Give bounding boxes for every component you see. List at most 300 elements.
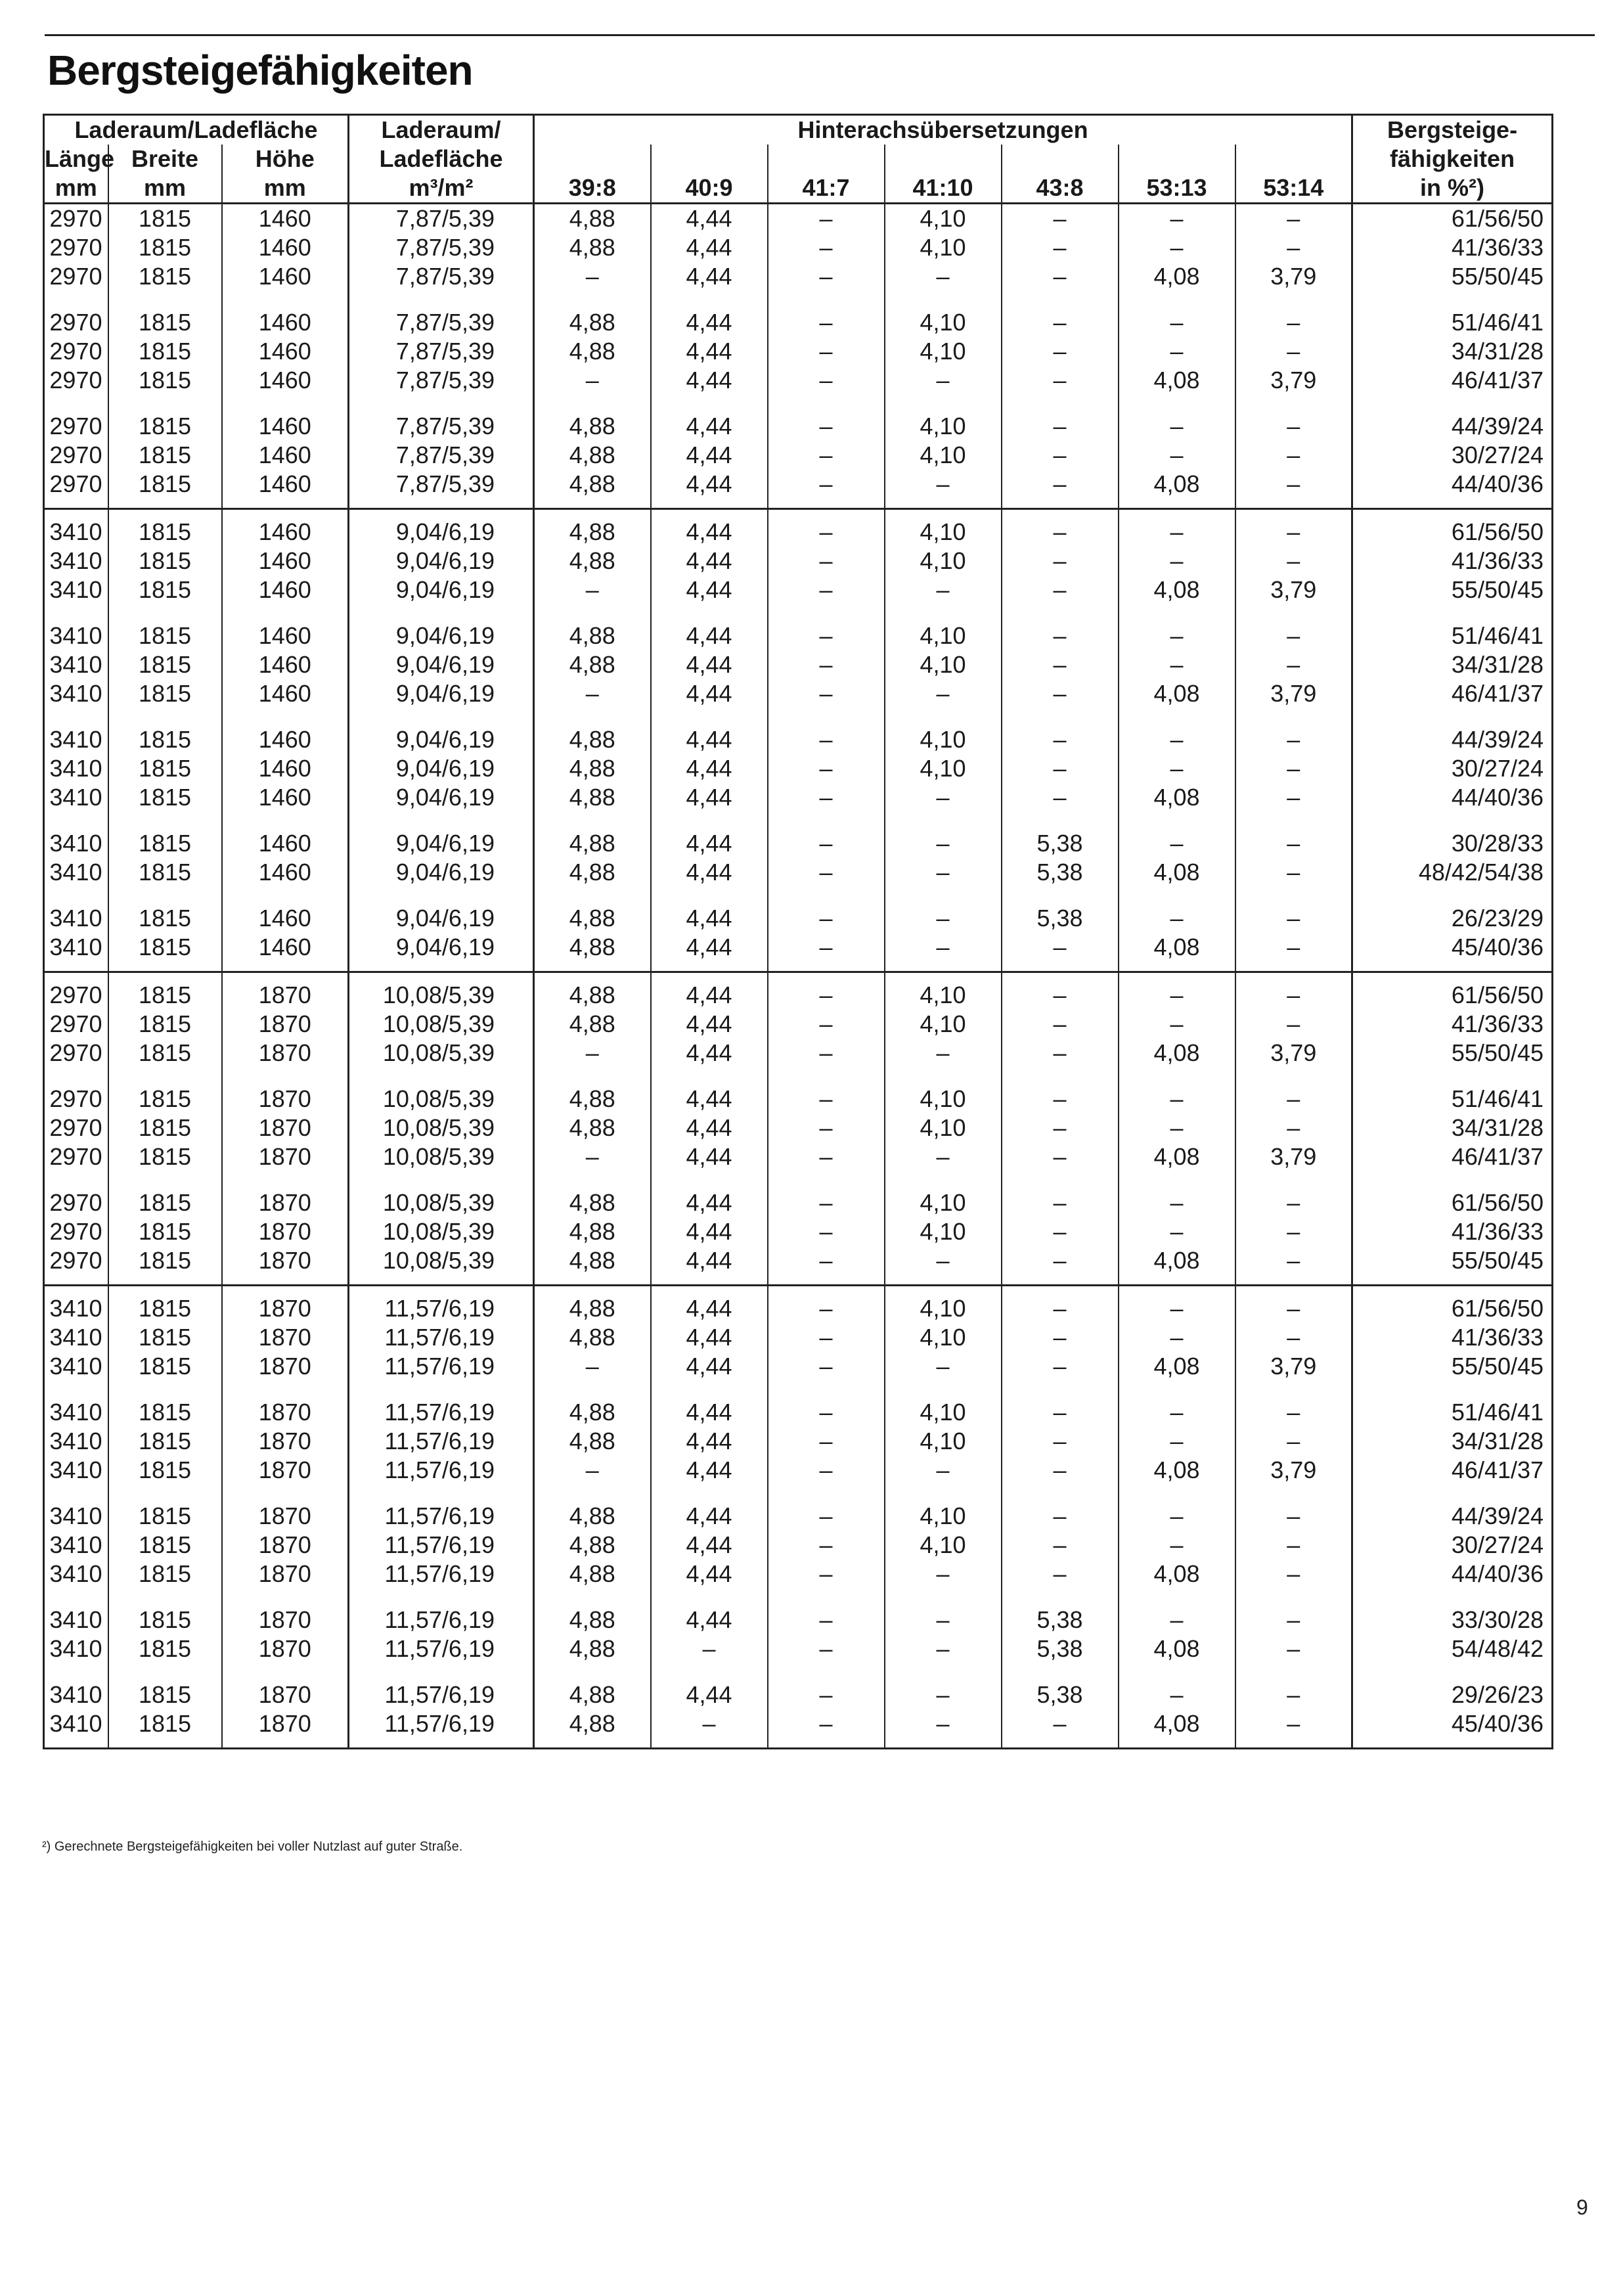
cell-ratio-53-13: – bbox=[1119, 1381, 1235, 1427]
cell-ratio-41-10: 4,10 bbox=[885, 233, 1002, 262]
cell-length: 3410 bbox=[49, 651, 102, 678]
cell-grade: 61/56/50 bbox=[1352, 204, 1553, 234]
cell-ratio-39-8: 4,88 bbox=[534, 650, 651, 679]
cell-grade: 30/28/33 bbox=[1352, 812, 1553, 858]
cell-ratio-40-9: 4,44 bbox=[651, 708, 768, 754]
cell-ratio-39-8: 4,88 bbox=[534, 1588, 651, 1634]
table-row bbox=[44, 1217, 1553, 1246]
table-row bbox=[44, 1010, 1553, 1039]
page-number: 9 bbox=[1576, 2195, 1588, 2219]
cell-ratio-53-13: – bbox=[1119, 1588, 1235, 1634]
cell-ratio-53-13: – bbox=[1119, 395, 1235, 441]
cell-length: 3410 bbox=[49, 830, 102, 857]
table-row bbox=[44, 1246, 1553, 1286]
cell-ratio-53-14: – bbox=[1235, 1171, 1352, 1217]
cell-ratio-39-8: – bbox=[534, 575, 651, 604]
cell-ratio-41-7: – bbox=[768, 575, 885, 604]
cell-ratio-53-13: – bbox=[1119, 887, 1235, 933]
cell-ratio-53-13: – bbox=[1119, 650, 1235, 679]
cell-ratio-43-8: – bbox=[1002, 395, 1119, 441]
cell-volume: 7,87/5,39 bbox=[349, 291, 534, 337]
cell-ratio-53-13: – bbox=[1119, 337, 1235, 366]
cell-ratio-53-13: 4,08 bbox=[1119, 1246, 1235, 1286]
cell-ratio-41-10: 4,10 bbox=[885, 604, 1002, 650]
cell-volume: 7,87/5,39 bbox=[349, 233, 534, 262]
cell-volume: 10,08/5,39 bbox=[349, 1217, 534, 1246]
cell-ratio-41-10: – bbox=[885, 887, 1002, 933]
cell-width: 1815 bbox=[108, 1286, 222, 1324]
cell-grade: 41/36/33 bbox=[1352, 1323, 1553, 1352]
cell-ratio-40-9: 4,44 bbox=[651, 783, 768, 812]
cell-ratio-53-14: 3,79 bbox=[1235, 1039, 1352, 1068]
cell-ratio-53-14: – bbox=[1235, 1588, 1352, 1634]
table-row bbox=[44, 395, 1553, 441]
cell-ratio-40-9: – bbox=[651, 1709, 768, 1749]
cell-height: 1870 bbox=[222, 1114, 349, 1142]
cell-ratio-53-14: – bbox=[1235, 1663, 1352, 1709]
cell-volume: 9,04/6,19 bbox=[349, 783, 534, 812]
cell-ratio-40-9: 4,44 bbox=[651, 509, 768, 547]
cell-volume: 9,04/6,19 bbox=[349, 933, 534, 972]
cell-width: 1815 bbox=[108, 1456, 222, 1485]
cell-ratio-40-9: 4,44 bbox=[651, 604, 768, 650]
cell-ratio-43-8: – bbox=[1002, 1217, 1119, 1246]
cell-ratio-43-8: – bbox=[1002, 754, 1119, 783]
table-row bbox=[44, 1114, 1553, 1142]
cell-length: 3410 bbox=[49, 1635, 102, 1662]
header-ratio-41-10: 41:10 bbox=[885, 173, 1002, 204]
header-volume-line2: Ladefläche bbox=[349, 145, 534, 173]
cell-ratio-53-13: 4,08 bbox=[1119, 1142, 1235, 1171]
cell-ratio-53-13: – bbox=[1119, 1323, 1235, 1352]
cell-height: 1460 bbox=[222, 887, 349, 933]
cell-ratio-43-8: – bbox=[1002, 650, 1119, 679]
cell-ratio-39-8: 4,88 bbox=[534, 972, 651, 1010]
cell-ratio-40-9: 4,44 bbox=[651, 1068, 768, 1114]
cell-length: 2970 bbox=[49, 309, 102, 336]
cell-ratio-53-14: – bbox=[1235, 708, 1352, 754]
cell-ratio-53-13: – bbox=[1119, 204, 1235, 234]
cell-ratio-41-10: 4,10 bbox=[885, 291, 1002, 337]
cell-ratio-41-10: – bbox=[885, 1142, 1002, 1171]
cell-grade: 61/56/50 bbox=[1352, 509, 1553, 547]
cell-width: 1815 bbox=[108, 1039, 222, 1068]
cell-volume: 7,87/5,39 bbox=[349, 204, 534, 234]
cell-ratio-41-10: – bbox=[885, 1456, 1002, 1485]
cell-ratio-39-8: – bbox=[534, 262, 651, 291]
cell-length: 3410 bbox=[49, 1531, 102, 1558]
cell-ratio-53-14: 3,79 bbox=[1235, 679, 1352, 708]
cell-grade: 34/31/28 bbox=[1352, 1427, 1553, 1456]
cell-ratio-43-8: 5,38 bbox=[1002, 858, 1119, 887]
cell-grade: 51/46/41 bbox=[1352, 1068, 1553, 1114]
cell-volume: 7,87/5,39 bbox=[349, 366, 534, 395]
cell-length: 2970 bbox=[49, 1085, 102, 1112]
header-width: Breite bbox=[108, 145, 222, 173]
table-row bbox=[44, 887, 1553, 933]
table-row bbox=[44, 441, 1553, 470]
cell-ratio-41-7: – bbox=[768, 933, 885, 972]
cell-ratio-39-8: 4,88 bbox=[534, 1068, 651, 1114]
cell-length: 3410 bbox=[49, 934, 102, 960]
cell-grade: 44/39/24 bbox=[1352, 395, 1553, 441]
table-row bbox=[44, 708, 1553, 754]
cell-height: 1460 bbox=[222, 858, 349, 887]
cell-length: 2970 bbox=[49, 338, 102, 365]
cell-grade: 46/41/37 bbox=[1352, 366, 1553, 395]
cell-ratio-39-8: – bbox=[534, 1352, 651, 1381]
cell-ratio-41-7: – bbox=[768, 1114, 885, 1142]
cell-volume: 9,04/6,19 bbox=[349, 887, 534, 933]
cell-height: 1870 bbox=[222, 1456, 349, 1485]
cell-width: 1815 bbox=[108, 1142, 222, 1171]
cell-ratio-41-7: – bbox=[768, 366, 885, 395]
cell-ratio-43-8: 5,38 bbox=[1002, 1634, 1119, 1663]
cell-ratio-53-14: – bbox=[1235, 972, 1352, 1010]
cell-ratio-41-10: 4,10 bbox=[885, 1323, 1002, 1352]
cell-ratio-40-9: 4,44 bbox=[651, 1171, 768, 1217]
cell-width: 1815 bbox=[108, 933, 222, 972]
cell-ratio-40-9: 4,44 bbox=[651, 933, 768, 972]
cell-ratio-41-10: 4,10 bbox=[885, 650, 1002, 679]
cell-ratio-53-14: – bbox=[1235, 1010, 1352, 1039]
cell-ratio-40-9: 4,44 bbox=[651, 395, 768, 441]
cell-length: 3410 bbox=[44, 1286, 108, 1324]
cell-ratio-41-10: – bbox=[885, 1039, 1002, 1068]
cell-ratio-53-14: – bbox=[1235, 1246, 1352, 1286]
cell-length: 2970 bbox=[49, 413, 102, 439]
cell-ratio-53-13: – bbox=[1119, 1068, 1235, 1114]
cell-ratio-41-7: – bbox=[768, 1456, 885, 1485]
cell-ratio-53-13: 4,08 bbox=[1119, 575, 1235, 604]
cell-ratio-41-10: – bbox=[885, 1560, 1002, 1588]
cell-volume: 11,57/6,19 bbox=[349, 1323, 534, 1352]
header-ratio-53-13: 53:13 bbox=[1119, 173, 1235, 204]
cell-ratio-41-10: 4,10 bbox=[885, 1171, 1002, 1217]
cell-ratio-39-8: 4,88 bbox=[534, 1531, 651, 1560]
cell-ratio-39-8: 4,88 bbox=[534, 441, 651, 470]
cell-width: 1815 bbox=[108, 1588, 222, 1634]
cell-volume: 11,57/6,19 bbox=[349, 1456, 534, 1485]
cell-ratio-39-8: – bbox=[534, 1456, 651, 1485]
cell-ratio-53-13: – bbox=[1119, 812, 1235, 858]
cell-height: 1870 bbox=[222, 1560, 349, 1588]
cell-ratio-43-8: – bbox=[1002, 262, 1119, 291]
cell-volume: 7,87/5,39 bbox=[349, 337, 534, 366]
cell-width: 1815 bbox=[108, 708, 222, 754]
cell-ratio-41-7: – bbox=[768, 1427, 885, 1456]
cell-ratio-53-14: – bbox=[1235, 1286, 1352, 1324]
cell-ratio-39-8: 4,88 bbox=[534, 509, 651, 547]
cell-ratio-53-13: 4,08 bbox=[1119, 783, 1235, 812]
header-ratio-39-8: 39:8 bbox=[534, 173, 651, 204]
cell-ratio-53-13: – bbox=[1119, 1114, 1235, 1142]
cell-ratio-41-10: – bbox=[885, 812, 1002, 858]
cell-ratio-53-14: 3,79 bbox=[1235, 366, 1352, 395]
cell-ratio-43-8: 5,38 bbox=[1002, 1588, 1119, 1634]
header-ratios-group: Hinterachsübersetzungen bbox=[534, 115, 1352, 145]
cell-ratio-39-8: 4,88 bbox=[534, 933, 651, 972]
cell-grade: 44/40/36 bbox=[1352, 470, 1553, 509]
cell-ratio-40-9: 4,44 bbox=[651, 262, 768, 291]
cell-ratio-41-10: – bbox=[885, 1709, 1002, 1749]
cell-ratio-41-7: – bbox=[768, 1286, 885, 1324]
cell-ratio-40-9: 4,44 bbox=[651, 1010, 768, 1039]
cell-ratio-39-8: 4,88 bbox=[534, 547, 651, 575]
cell-ratio-43-8: – bbox=[1002, 1381, 1119, 1427]
cell-volume: 11,57/6,19 bbox=[349, 1634, 534, 1663]
cell-length: 2970 bbox=[49, 205, 102, 232]
cell-ratio-53-14: 3,79 bbox=[1235, 1142, 1352, 1171]
table-row bbox=[44, 1560, 1553, 1588]
cell-ratio-41-7: – bbox=[768, 1663, 885, 1709]
cell-width: 1815 bbox=[108, 1663, 222, 1709]
cell-volume: 11,57/6,19 bbox=[349, 1381, 534, 1427]
cell-width: 1815 bbox=[108, 604, 222, 650]
table-row bbox=[44, 1171, 1553, 1217]
cell-width: 1815 bbox=[108, 783, 222, 812]
cell-ratio-53-14: – bbox=[1235, 1323, 1352, 1352]
cell-ratio-41-7: – bbox=[768, 1634, 885, 1663]
cell-ratio-40-9: 4,44 bbox=[651, 1286, 768, 1324]
cell-ratio-41-7: – bbox=[768, 395, 885, 441]
cell-ratio-40-9: 4,44 bbox=[651, 575, 768, 604]
cell-ratio-43-8: – bbox=[1002, 1456, 1119, 1485]
cell-ratio-41-7: – bbox=[768, 858, 885, 887]
cell-ratio-40-9: 4,44 bbox=[651, 204, 768, 234]
cell-ratio-39-8: 4,88 bbox=[534, 470, 651, 509]
cell-height: 1870 bbox=[222, 972, 349, 1010]
cell-width: 1815 bbox=[108, 812, 222, 858]
cell-ratio-41-10: 4,10 bbox=[885, 441, 1002, 470]
table-row bbox=[44, 204, 1553, 234]
cell-length: 2970 bbox=[49, 1189, 102, 1216]
cell-ratio-41-10: 4,10 bbox=[885, 1286, 1002, 1324]
cell-ratio-41-10: – bbox=[885, 262, 1002, 291]
cell-ratio-40-9: 4,44 bbox=[651, 972, 768, 1010]
cell-volume: 11,57/6,19 bbox=[349, 1531, 534, 1560]
cell-ratio-40-9: 4,44 bbox=[651, 1381, 768, 1427]
cell-height: 1460 bbox=[222, 262, 349, 291]
cell-ratio-41-7: – bbox=[768, 1560, 885, 1588]
table-row bbox=[44, 1531, 1553, 1560]
cell-ratio-39-8: – bbox=[534, 1039, 651, 1068]
cell-length: 3410 bbox=[49, 1324, 102, 1351]
cell-ratio-53-13: – bbox=[1119, 1010, 1235, 1039]
cell-ratio-53-14: 3,79 bbox=[1235, 262, 1352, 291]
cell-ratio-53-14: – bbox=[1235, 1217, 1352, 1246]
cell-ratio-40-9: 4,44 bbox=[651, 812, 768, 858]
cell-grade: 46/41/37 bbox=[1352, 1142, 1553, 1171]
header-grade-line2: fähigkeiten bbox=[1352, 145, 1553, 173]
cell-length: 2970 bbox=[49, 441, 102, 468]
cell-width: 1815 bbox=[108, 1709, 222, 1749]
cell-height: 1460 bbox=[222, 708, 349, 754]
cell-height: 1460 bbox=[222, 395, 349, 441]
cell-ratio-53-14: – bbox=[1235, 291, 1352, 337]
cell-ratio-41-7: – bbox=[768, 1381, 885, 1427]
cell-ratio-39-8: 4,88 bbox=[534, 887, 651, 933]
cell-height: 1460 bbox=[222, 604, 349, 650]
cell-length: 2970 bbox=[49, 263, 102, 290]
cell-ratio-43-8: – bbox=[1002, 575, 1119, 604]
table-row bbox=[44, 1456, 1553, 1485]
cell-ratio-53-13: – bbox=[1119, 708, 1235, 754]
cell-grade: 61/56/50 bbox=[1352, 972, 1553, 1010]
cell-height: 1870 bbox=[222, 1352, 349, 1381]
cell-ratio-53-13: – bbox=[1119, 1427, 1235, 1456]
cell-ratio-43-8: – bbox=[1002, 1286, 1119, 1324]
cell-ratio-41-7: – bbox=[768, 972, 885, 1010]
cell-ratio-40-9: 4,44 bbox=[651, 1588, 768, 1634]
cell-grade: 55/50/45 bbox=[1352, 1246, 1553, 1286]
cell-ratio-53-13: 4,08 bbox=[1119, 1634, 1235, 1663]
cell-ratio-43-8: – bbox=[1002, 1560, 1119, 1588]
cell-ratio-53-13: – bbox=[1119, 1663, 1235, 1709]
cell-ratio-39-8: 4,88 bbox=[534, 783, 651, 812]
cell-ratio-53-14: – bbox=[1235, 547, 1352, 575]
cell-ratio-41-10: 4,10 bbox=[885, 547, 1002, 575]
cell-ratio-40-9: 4,44 bbox=[651, 1427, 768, 1456]
cell-grade: 46/41/37 bbox=[1352, 679, 1553, 708]
cell-volume: 10,08/5,39 bbox=[349, 1246, 534, 1286]
cell-height: 1460 bbox=[222, 812, 349, 858]
cell-height: 1870 bbox=[222, 1634, 349, 1663]
cell-height: 1460 bbox=[222, 783, 349, 812]
cell-width: 1815 bbox=[108, 1068, 222, 1114]
cell-width: 1815 bbox=[108, 1427, 222, 1456]
cell-ratio-53-13: 4,08 bbox=[1119, 1560, 1235, 1588]
cell-ratio-40-9: 4,44 bbox=[651, 366, 768, 395]
cell-ratio-43-8: – bbox=[1002, 366, 1119, 395]
cell-width: 1815 bbox=[108, 441, 222, 470]
cell-ratio-40-9: 4,44 bbox=[651, 1485, 768, 1531]
cell-volume: 11,57/6,19 bbox=[349, 1588, 534, 1634]
table-row bbox=[44, 1068, 1553, 1114]
cell-ratio-40-9: 4,44 bbox=[651, 1142, 768, 1171]
cell-height: 1870 bbox=[222, 1663, 349, 1709]
cell-ratio-43-8: – bbox=[1002, 1709, 1119, 1749]
cell-ratio-41-7: – bbox=[768, 1010, 885, 1039]
cell-volume: 9,04/6,19 bbox=[349, 575, 534, 604]
cell-grade: 41/36/33 bbox=[1352, 547, 1553, 575]
cell-ratio-53-14: – bbox=[1235, 441, 1352, 470]
cell-length: 3410 bbox=[49, 784, 102, 811]
header-ratio-53-14: 53:14 bbox=[1235, 173, 1352, 204]
cell-ratio-40-9: 4,44 bbox=[651, 679, 768, 708]
cell-grade: 44/39/24 bbox=[1352, 1485, 1553, 1531]
cell-height: 1460 bbox=[222, 754, 349, 783]
cell-volume: 9,04/6,19 bbox=[349, 812, 534, 858]
cell-volume: 9,04/6,19 bbox=[349, 708, 534, 754]
cell-ratio-40-9: 4,44 bbox=[651, 1531, 768, 1560]
cell-height: 1460 bbox=[222, 291, 349, 337]
header-length-unit: mm bbox=[44, 173, 108, 204]
cell-ratio-53-13: – bbox=[1119, 547, 1235, 575]
cell-length: 2970 bbox=[49, 1143, 102, 1170]
cell-width: 1815 bbox=[108, 650, 222, 679]
cell-length: 3410 bbox=[49, 726, 102, 753]
cell-width: 1815 bbox=[108, 1634, 222, 1663]
cell-volume: 9,04/6,19 bbox=[349, 509, 534, 547]
cell-ratio-40-9: 4,44 bbox=[651, 754, 768, 783]
cell-ratio-41-10: – bbox=[885, 1634, 1002, 1663]
cell-ratio-43-8: – bbox=[1002, 604, 1119, 650]
header-width-unit: mm bbox=[108, 173, 222, 204]
cell-ratio-43-8: – bbox=[1002, 1246, 1119, 1286]
cell-ratio-41-10: 4,10 bbox=[885, 509, 1002, 547]
cell-length: 3410 bbox=[49, 905, 102, 932]
cell-length: 3410 bbox=[44, 509, 108, 547]
table-row bbox=[44, 1323, 1553, 1352]
cell-width: 1815 bbox=[108, 754, 222, 783]
cell-grade: 45/40/36 bbox=[1352, 933, 1553, 972]
cell-ratio-53-14: – bbox=[1235, 650, 1352, 679]
cell-height: 1870 bbox=[222, 1531, 349, 1560]
cell-ratio-53-14: 3,79 bbox=[1235, 575, 1352, 604]
cell-ratio-41-7: – bbox=[768, 1039, 885, 1068]
cell-ratio-53-14: – bbox=[1235, 783, 1352, 812]
cell-ratio-53-14: – bbox=[1235, 933, 1352, 972]
table-row bbox=[44, 812, 1553, 858]
cell-ratio-39-8: 4,88 bbox=[534, 1010, 651, 1039]
cell-volume: 7,87/5,39 bbox=[349, 441, 534, 470]
cell-ratio-53-14: – bbox=[1235, 1381, 1352, 1427]
cell-volume: 11,57/6,19 bbox=[349, 1352, 534, 1381]
cell-length: 2970 bbox=[49, 470, 102, 497]
header-height-unit: mm bbox=[222, 173, 349, 204]
cell-ratio-41-10: – bbox=[885, 575, 1002, 604]
cell-ratio-41-10: 4,10 bbox=[885, 972, 1002, 1010]
cell-ratio-41-7: – bbox=[768, 337, 885, 366]
cell-height: 1460 bbox=[222, 233, 349, 262]
table-container bbox=[43, 114, 1553, 1737]
cell-length: 3410 bbox=[49, 1399, 102, 1426]
cell-height: 1870 bbox=[222, 1709, 349, 1749]
cell-ratio-41-10: 4,10 bbox=[885, 1068, 1002, 1114]
cell-ratio-39-8: 4,88 bbox=[534, 1663, 651, 1709]
cell-ratio-41-10: 4,10 bbox=[885, 337, 1002, 366]
cell-ratio-43-8: – bbox=[1002, 1114, 1119, 1142]
cell-ratio-41-10: 4,10 bbox=[885, 1531, 1002, 1560]
cell-ratio-53-14: – bbox=[1235, 812, 1352, 858]
cell-ratio-43-8: – bbox=[1002, 783, 1119, 812]
cell-height: 1460 bbox=[222, 575, 349, 604]
cell-width: 1815 bbox=[108, 470, 222, 509]
cell-ratio-40-9: 4,44 bbox=[651, 233, 768, 262]
cell-ratio-40-9: – bbox=[651, 1634, 768, 1663]
cell-ratio-39-8: 4,88 bbox=[534, 1171, 651, 1217]
header-volume-unit: m³/m² bbox=[349, 173, 534, 204]
cell-ratio-43-8: – bbox=[1002, 1010, 1119, 1039]
cell-ratio-41-7: – bbox=[768, 754, 885, 783]
cell-width: 1815 bbox=[108, 395, 222, 441]
cell-ratio-39-8: 4,88 bbox=[534, 1427, 651, 1456]
cell-volume: 7,87/5,39 bbox=[349, 395, 534, 441]
cell-length: 3410 bbox=[49, 1353, 102, 1380]
table-row bbox=[44, 679, 1553, 708]
cell-width: 1815 bbox=[108, 1217, 222, 1246]
cell-ratio-41-7: – bbox=[768, 1217, 885, 1246]
cell-grade: 44/40/36 bbox=[1352, 783, 1553, 812]
cell-ratio-40-9: 4,44 bbox=[651, 1039, 768, 1068]
table-row bbox=[44, 604, 1553, 650]
cell-grade: 33/30/28 bbox=[1352, 1588, 1553, 1634]
cell-ratio-39-8: 4,88 bbox=[534, 858, 651, 887]
cell-grade: 45/40/36 bbox=[1352, 1709, 1553, 1749]
cell-volume: 10,08/5,39 bbox=[349, 1039, 534, 1068]
cell-ratio-40-9: 4,44 bbox=[651, 1352, 768, 1381]
